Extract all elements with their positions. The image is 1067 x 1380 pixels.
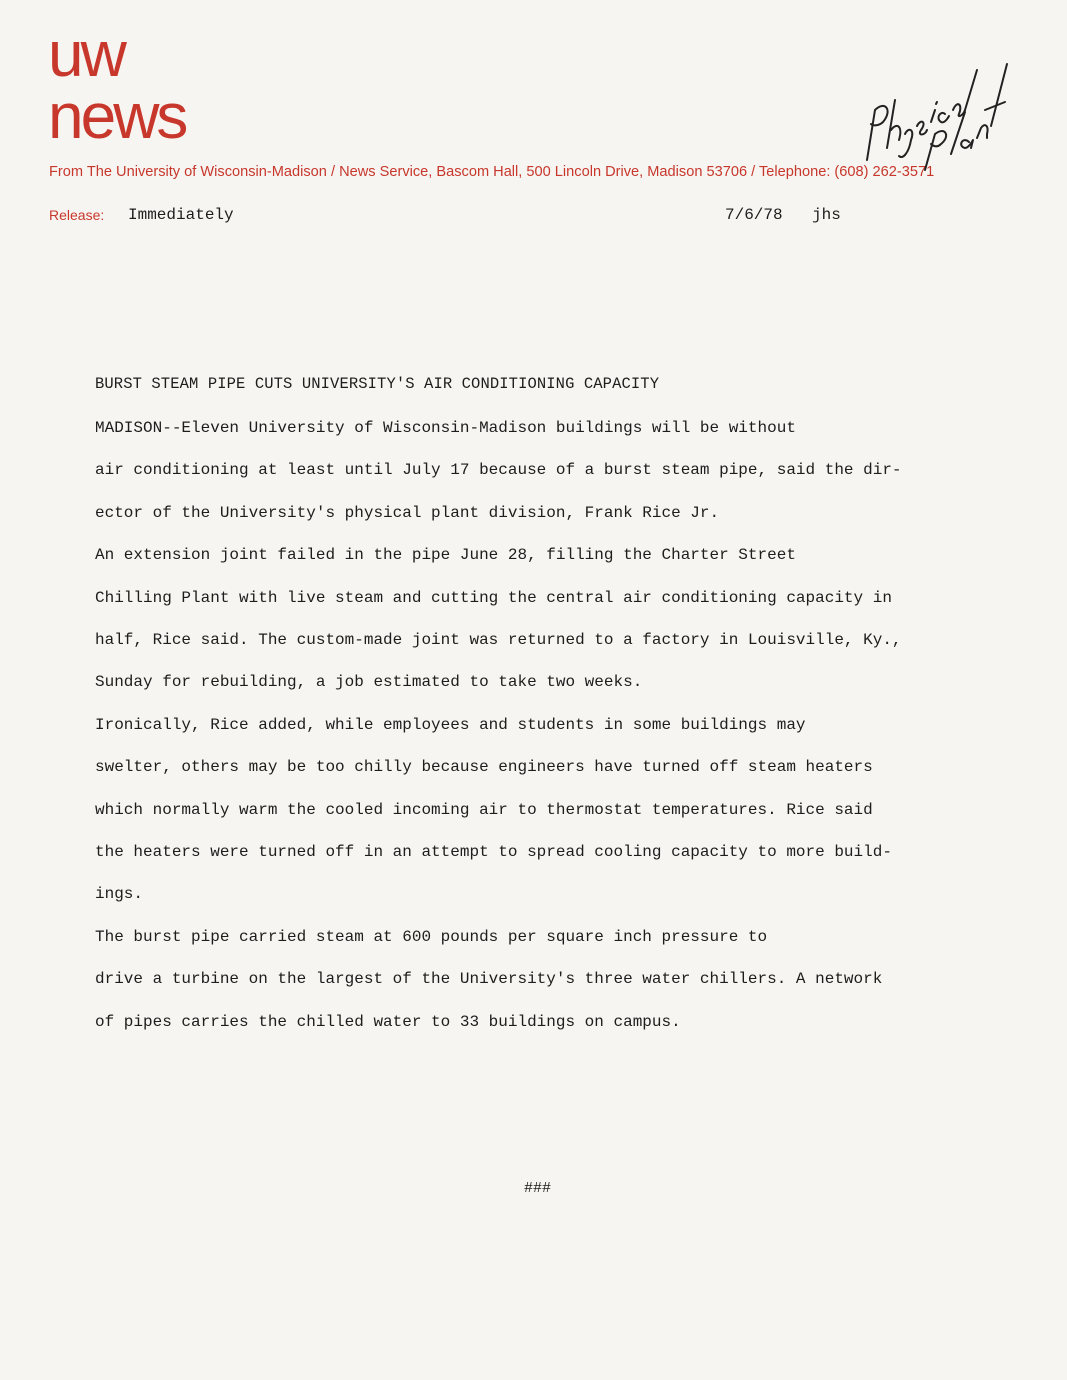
uw-news-logo [48, 18, 308, 152]
author-initials: jhs [812, 206, 841, 224]
article-paragraph: An extension joint failed in the pipe June 28, filling the Charter Street Chilling Plant with live steam and cutting the central air conditioning capacity in half, Rice said. The custom-made joint was returned to a factory in Louisville, Ky., Sunday for rebuilding, a job estimated to take two weeks. [95, 546, 902, 692]
logo-uw-text: uw [48, 18, 124, 90]
letterhead-address: From The University of Wisconsin-Madison / News Service, Bascom Hall, 500 Lincoln Drive, Madison 53706 / Telephone: (608) 262-3571 [49, 164, 935, 180]
logo-news-text: news [48, 80, 186, 152]
article-paragraph: The burst pipe carried steam at 600 pounds per square inch pressure to drive a turbine on the largest of the University's three water chillers. A network of pipes carries the chilled water to 33 buildings on campus. [95, 927, 883, 1031]
end-mark: ### [524, 1180, 552, 1197]
release-label: Release: [49, 207, 105, 223]
handwritten-annotation-icon [855, 30, 1015, 180]
article-body [95, 407, 995, 1043]
release-date: 7/6/78 [725, 206, 783, 224]
article-headline: BURST STEAM PIPE CUTS UNIVERSITY'S AIR CONDITIONING CAPACITY [95, 375, 660, 393]
article-paragraph: Ironically, Rice added, while employees and students in some buildings may swelter, others may be too chilly because engineers have turned off steam heaters which normally warm the cooled incoming air to thermostat temperatures. Rice said the heaters were turned off in an attempt to spread cooling capacity to more build- ings. [95, 715, 892, 904]
article-paragraph: MADISON--Eleven University of Wisconsin-Madison buildings will be without air conditioning at least until July 17 because of a burst steam pipe, said the dir- ector of the University's physical plant division, Frank Rice Jr. [95, 419, 902, 522]
release-value: Immediately [128, 206, 234, 224]
